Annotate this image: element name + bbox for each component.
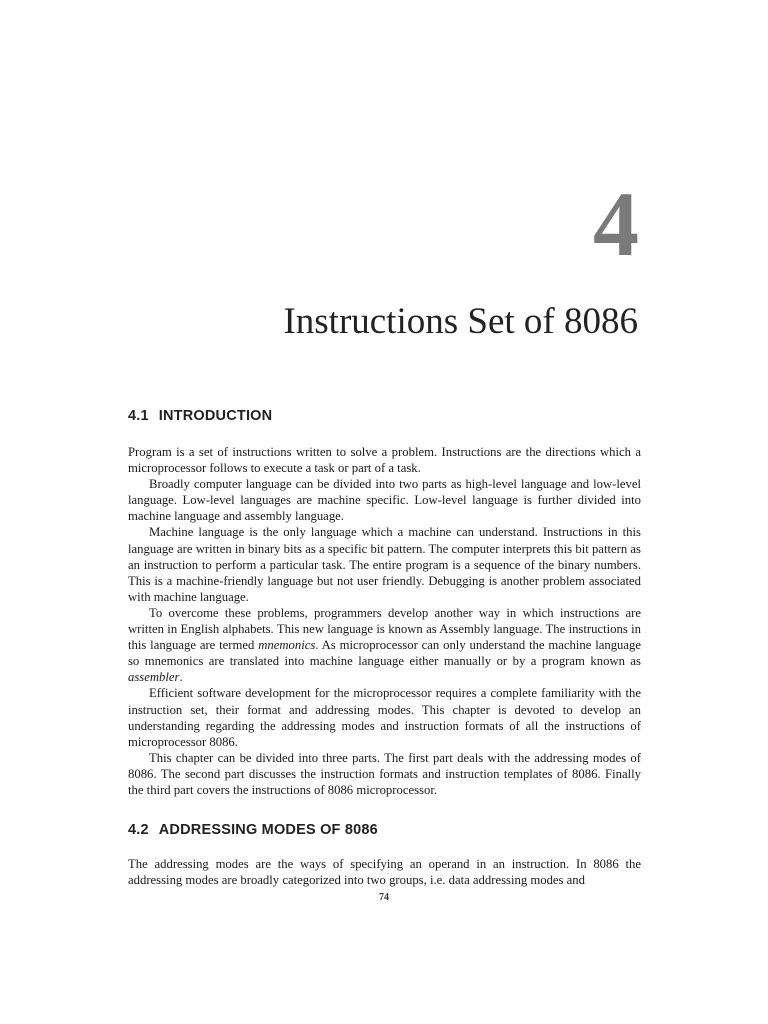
- term-assembler: assembler: [128, 670, 180, 685]
- section-heading-addressing-modes: [128, 822, 378, 838]
- paragraph: This chapter can be divided into three parts. The first part deals with the addressing modes of 8086. The second part discusses the instruction formats and instruction templates of 8086. Finally the third part covers the instructions of 8086 microprocessor.: [128, 750, 641, 797]
- section-number: 4.2: [128, 822, 149, 838]
- paragraph: The addressing modes are the ways of specifying an operand in an instruction. In 8086 the addressing modes are broadly categorized into two groups, i.e. data addressing modes and: [128, 857, 641, 888]
- chapter-title: Instructions Set of 8086: [283, 301, 638, 342]
- term-mnemonics: mnemonics: [258, 638, 316, 653]
- section-title: ADDRESSING MODES OF 8086: [158, 822, 378, 838]
- introduction-body: [128, 444, 641, 798]
- paragraph: Program is a set of instructions written to solve a problem. Instructions are the directions which a microprocessor follows to execute a task or part of a task.: [128, 445, 641, 476]
- paragraph: Efficient software development for the microprocessor requires a complete familiarity with the instruction set, their format and addressing modes. This chapter is devoted to develop an understanding regarding the addressing modes and instruction formats of all the instructions of microprocessor 8086.: [128, 686, 641, 749]
- chapter-number: 4: [593, 173, 639, 275]
- paragraph: [128, 605, 641, 685]
- page-number: 74: [379, 892, 389, 903]
- paragraph: Broadly computer language can be divided into two parts as high-level language and low-level language. Low-level languages are machine specific. Low-level language is further divided into machine language and assembly language.: [128, 477, 641, 524]
- section-title: INTRODUCTION: [158, 408, 273, 424]
- text-run: .: [179, 670, 183, 685]
- section-number: 4.1: [128, 408, 149, 424]
- text-run: To overcome these problems, programmers develop another way in which instructions are written in English alphabets. This new language is known as Assembly language. The instructions in this language are termed: [128, 605, 641, 653]
- paragraph: Machine language is the only language which a machine can understand. Instructions in this language are written in binary bits as a specific bit pattern. The computer interprets this bit pattern as an instruction to perform a particular task. The entire program is a sequence of the binary numbers. This is a machine-friendly language but not user friendly. Debugging is another problem associated with machine language.: [128, 525, 641, 604]
- text-run: . As microprocessor can only understand the machine language so mnemonics are translated into machine language either manually or by a program known as: [128, 638, 641, 669]
- addressing-modes-body: [128, 856, 641, 888]
- section-heading-introduction: [128, 408, 272, 424]
